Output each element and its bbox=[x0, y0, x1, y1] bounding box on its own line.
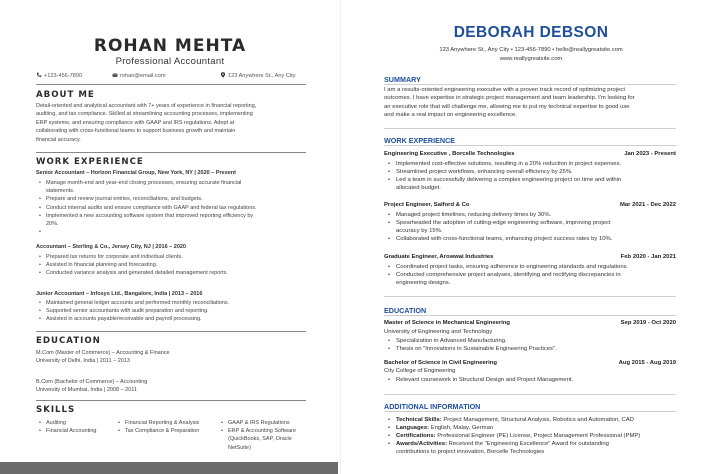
education-header bbox=[384, 320, 676, 326]
summary-line: outcomes. I have expertise in strategic project management and team leadership. I'm looking for bbox=[384, 95, 635, 102]
list-item: • Specialization in Advanced Manufacturing. bbox=[396, 337, 676, 345]
list-item: • Conduct internal audits and ensure compliance with GAAP and federal tax regulations. bbox=[46, 204, 306, 212]
education-entry bbox=[36, 349, 306, 366]
list-item bbox=[46, 228, 306, 236]
job-bullets bbox=[396, 211, 676, 243]
education-degree: Master of Science in Mechanical Engineering bbox=[384, 320, 511, 326]
list-item: • Led a team in successfully delivering a complex engineering project on time and within bbox=[396, 176, 676, 184]
contact-email-text: rohan@email.com bbox=[120, 73, 166, 79]
about-line: collaborating with cross-functional teams to support business growth and maintain bbox=[36, 128, 236, 135]
list-item: • Supported senior accountants with audit preparation and reporting. bbox=[46, 307, 306, 315]
item-text: English, Malay, German bbox=[429, 425, 494, 432]
list-item: • Thesis on "Innovations in Sustainable Engineering Practices". bbox=[396, 345, 676, 353]
contact-line: 123 Anywhere St., Any City • 123-456-7890 • hello@reallygreatsite.com bbox=[439, 47, 623, 53]
page-divider bbox=[340, 0, 341, 474]
section-heading-summary: SUMMARY bbox=[384, 75, 421, 84]
list-item: • Prepare and review journal entries, reconciliations, and budgets. bbox=[46, 195, 306, 203]
divider bbox=[36, 84, 306, 85]
contact-phone-text: +123-456-7890 bbox=[44, 73, 83, 79]
education-entry bbox=[36, 378, 306, 395]
skills-column bbox=[228, 419, 312, 452]
about-text bbox=[36, 102, 306, 144]
list-item: • Manage month-end and year-end closing processes, ensuring accurate financial bbox=[46, 179, 306, 187]
divider bbox=[36, 152, 306, 153]
job-bullets bbox=[46, 179, 306, 236]
list-item bbox=[396, 440, 676, 448]
job-bullets bbox=[396, 160, 676, 192]
job-dates: Mar 2021 - Dec 2022 bbox=[620, 202, 676, 208]
divider bbox=[384, 128, 676, 129]
resume-title: Professional Accountant bbox=[115, 56, 225, 67]
divider bbox=[384, 411, 676, 412]
education-degree: Bachelor of Science in Civil Engineering bbox=[384, 360, 497, 366]
bottom-bar bbox=[0, 462, 338, 474]
section-heading-education: EDUCATION bbox=[384, 306, 427, 315]
about-line: financial accuracy. bbox=[36, 136, 81, 143]
contact-location-text: 123 Anywhere St., Any City bbox=[228, 73, 296, 79]
job-bullets bbox=[46, 299, 306, 324]
summary-text bbox=[384, 86, 676, 119]
section-heading-about: ABOUT ME bbox=[36, 90, 95, 100]
list-item: • Conducted variance analysis and generated detailed management reports. bbox=[46, 269, 306, 277]
list-item: • Spearheaded the adoption of cutting-edge engineering software, improving project bbox=[396, 219, 676, 227]
divider bbox=[384, 145, 676, 146]
job-bullets bbox=[46, 253, 306, 278]
divider bbox=[384, 394, 676, 395]
about-line: Detail-oriented and analytical accountant with 7+ years of experience in financial reporting, bbox=[36, 103, 257, 109]
education-school: University of Delhi, India | 2011 – 2013 bbox=[36, 358, 130, 365]
list-item: • Prepared tax returns for corporate and individual clients. bbox=[46, 253, 306, 261]
education-degree: B.Com (Bachelor of Commerce) – Accounting bbox=[36, 379, 148, 385]
job-title: Senior Accountant – Horizon Financial Group, New York, NY | 2020 – Present bbox=[36, 170, 236, 176]
divider bbox=[384, 296, 676, 297]
job-bullets bbox=[396, 263, 676, 287]
website: www.reallygreatsite.com bbox=[499, 56, 563, 62]
job-header bbox=[384, 254, 676, 260]
list-item: accuracy by 15%. bbox=[396, 228, 443, 235]
section-heading-experience: WORK EXPERIENCE bbox=[36, 157, 144, 167]
list-item: statements. bbox=[46, 188, 75, 195]
list-item: engineering designs. bbox=[396, 280, 451, 287]
item-text: Professional Engineer (PE) License, Project Management Professional (PMP) bbox=[435, 433, 641, 440]
summary-line: and make a real impact on engineering excellence. bbox=[384, 111, 517, 118]
item-label: Certifications: bbox=[396, 433, 436, 440]
list-item: • Relevant coursework in Structural Design and Project Management. bbox=[396, 376, 676, 384]
education-school: University of Mumbai, India | 2008 – 2011 bbox=[36, 387, 137, 394]
divider bbox=[384, 84, 676, 85]
list-item: • Streamlined project workflows, enhancing overall efficiency by 25%. bbox=[396, 168, 676, 176]
about-line: auditing, and tax compliance. Skilled at streamlining accounting processes, implementing bbox=[36, 111, 253, 118]
skills-column bbox=[125, 419, 220, 435]
list-item: • Tax Compliance & Preparation bbox=[125, 427, 220, 435]
item-label: Languages: bbox=[396, 425, 430, 432]
list-item bbox=[396, 424, 676, 432]
education-degree: M.Com (Master of Commerce) – Accounting & Finance bbox=[36, 350, 170, 356]
job-header bbox=[384, 151, 676, 157]
job-title: Graduate Engineer, Arowwai Industries bbox=[384, 254, 494, 260]
summary-line: an executive role that will challenge me, allowing me to put my technical expertise to good use bbox=[384, 103, 630, 110]
list-item: NetSuite) bbox=[228, 444, 251, 451]
list-item: • Financial Accounting bbox=[46, 427, 116, 435]
job-header bbox=[384, 202, 676, 208]
job-title: Junior Accountant – Infosys Ltd., Bangalore, India | 2013 – 2016 bbox=[36, 291, 203, 297]
contact-email bbox=[112, 72, 165, 79]
education-school: City College of Engineering bbox=[384, 368, 456, 374]
list-item: • Implemented a new accounting software system that improved reporting efficiency by bbox=[46, 212, 306, 220]
list-item bbox=[396, 416, 676, 424]
list-item: • Assisted in accounts payable/receivable and payroll processing. bbox=[46, 315, 306, 323]
contact-location bbox=[220, 72, 295, 79]
education-dates: Sep 2019 - Oct 2020 bbox=[620, 320, 676, 326]
item-text: Received the "Engineering Excellence" Award for outstanding bbox=[446, 441, 609, 448]
summary-line: I am a results-oriented engineering executive with a proven track record of optimizing project bbox=[384, 87, 625, 93]
list-item: allocated budget. bbox=[396, 185, 441, 192]
education-dates: Aug 2015 - Aug 2019 bbox=[618, 360, 676, 366]
job-dates: Jan 2023 - Present bbox=[624, 151, 676, 157]
section-heading-skills: SKILLS bbox=[36, 405, 76, 415]
list-item: 20%. bbox=[46, 221, 59, 228]
job-title: Engineering Executive , Borcelle Technologies bbox=[384, 151, 515, 157]
section-heading-education: EDUCATION bbox=[36, 336, 101, 346]
item-text: contributions to project innovation, Borcelle Technologies bbox=[396, 449, 545, 456]
list-item: (QuickBooks, SAP, Oracle bbox=[228, 436, 292, 443]
list-item: • Implemented cost-effective solutions, resulting in a 20% reduction in project expenses. bbox=[396, 160, 676, 168]
additional-bullets bbox=[396, 416, 676, 456]
list-item: • Conducted comprehensive project analyses, identifying and rectifying discrepancies in bbox=[396, 271, 676, 279]
email-icon bbox=[112, 72, 118, 78]
skills-column bbox=[46, 419, 116, 435]
job-dates: Feb 2020 - Jan 2021 bbox=[620, 254, 676, 260]
divider bbox=[36, 331, 306, 332]
section-heading-additional: ADDITIONAL INFORMATION bbox=[384, 402, 481, 411]
resume-name: ROHAN MEHTA bbox=[93, 36, 247, 56]
phone-icon bbox=[36, 72, 42, 78]
list-item bbox=[396, 432, 676, 440]
job-title: Project Engineer, Salford & Co bbox=[384, 202, 470, 208]
list-item: • GAAP & IRS Regulations bbox=[228, 419, 312, 427]
education-bullets bbox=[396, 337, 676, 353]
list-item: • Coordinated project tasks, ensuring adherence to engineering standards and regulations. bbox=[396, 263, 676, 271]
divider bbox=[36, 400, 306, 401]
location-pin-icon bbox=[220, 72, 226, 78]
list-item: • ERP & Accounting Software bbox=[228, 427, 312, 435]
item-label: Awards/Activities: bbox=[396, 441, 447, 448]
education-bullets bbox=[396, 376, 676, 384]
section-heading-experience: WORK EXPERIENCE bbox=[384, 136, 456, 145]
list-item: • Financial Reporting & Analysis bbox=[125, 419, 220, 427]
divider bbox=[384, 315, 676, 316]
contact-phone bbox=[36, 72, 82, 79]
list-item: • Maintained general ledger accounts and performed monthly reconciliations. bbox=[46, 299, 306, 307]
education-header bbox=[384, 360, 676, 366]
job-title: Accountant – Sterling & Co., Jersey City, NJ | 2016 – 2020 bbox=[36, 244, 186, 250]
list-item: • Auditing bbox=[46, 419, 116, 427]
list-item: • Managed project timelines, reducing delivery times by 30%. bbox=[396, 211, 676, 219]
resume-deborah-debson bbox=[342, 0, 720, 474]
list-item: • Collaborated with cross-functional teams, enhancing project success rates by 10%. bbox=[396, 235, 676, 243]
about-line: ERP systems, and ensuring compliance with GAAP and IRS regulations. Adept at bbox=[36, 119, 235, 126]
item-text: Project Management, Structural Analysis, Robotics and Automation, CAD bbox=[441, 417, 634, 423]
item-label: Technical Skills: bbox=[396, 417, 442, 423]
list-item: • Assisted in financial planning and forecasting. bbox=[46, 261, 306, 269]
list-item bbox=[396, 448, 676, 456]
resume-name: DEBORAH DEBSON bbox=[453, 24, 609, 41]
resume-rohan-mehta bbox=[0, 0, 340, 474]
education-school: University of Engineering and Technology bbox=[384, 329, 493, 335]
